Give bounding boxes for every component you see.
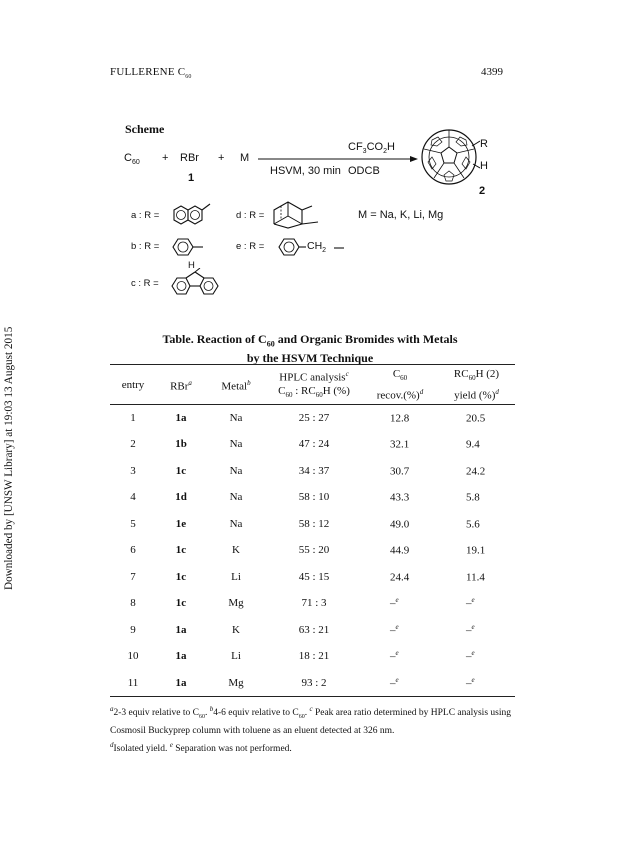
cell-entry: 2	[130, 438, 136, 451]
cell-rbr: 1c	[175, 464, 187, 477]
benzyl-bond-line	[334, 246, 344, 250]
cell-c60-recovery: –$^e$	[390, 622, 399, 637]
table-row	[110, 431, 515, 458]
cell-product-yield: 11.4	[466, 571, 485, 584]
plus-sign: +	[162, 152, 169, 164]
cell-c60-recovery: –$^e$	[390, 596, 399, 611]
cell-entry: 1	[130, 412, 136, 424]
cell-hplc-ratio: 93 : 2	[301, 676, 327, 689]
substituent-b-label: b : R =	[131, 241, 160, 252]
cell-hplc-ratio: 25 : 27	[298, 412, 330, 424]
adamantyl-structure-icon	[268, 196, 330, 230]
cell-rbr: 1e	[175, 517, 187, 530]
conditions-odcb: ODCB	[348, 165, 380, 177]
benzyl-ch2-label: $CH_2$	[307, 240, 327, 255]
plus-sign: +	[218, 152, 225, 164]
phenyl-structure-icon	[170, 234, 210, 260]
cell-rbr: 1c	[175, 544, 187, 557]
product-r-label: R	[480, 138, 488, 150]
reactant-rbr: RBr	[180, 152, 199, 164]
cell-rbr: 1c	[175, 597, 187, 610]
fullerene-product-icon	[420, 128, 480, 186]
download-note: Downloaded by [UNSW Library] at 19:03 13 August 2015	[3, 326, 15, 590]
cell-entry: 11	[127, 676, 139, 689]
substituent-d-label: d : R =	[236, 210, 265, 221]
cell-hplc-ratio: 47 : 24	[298, 438, 330, 451]
cell-c60-recovery: –$^e$	[390, 675, 399, 690]
table-row	[110, 458, 515, 485]
reactant-c60: $C_{60}$	[124, 152, 140, 167]
header-hplc: HPLC analysis$^c$ $C_{60}$ : $RC_{60}H$ (%)	[266, 365, 362, 405]
table-footnotes	[110, 702, 520, 756]
cell-hplc-ratio: 18 : 21	[298, 650, 330, 663]
table-row	[110, 564, 515, 591]
reaction-arrow	[258, 155, 418, 163]
cell-hplc-ratio: 71 : 3	[301, 597, 327, 610]
cell-entry: 6	[130, 544, 136, 557]
header-product-yield: $RC_{60}H$ (2) yield (%)$^d$	[438, 365, 515, 405]
footnote-b: $^b$4-6 equiv relative to $C_{60}$.	[209, 705, 308, 721]
cell-entry: 3	[130, 464, 136, 477]
cell-metal: Na	[229, 491, 243, 504]
cell-entry: 5	[130, 517, 136, 530]
benzyl-structure-icon	[276, 234, 306, 260]
cell-metal: Na	[229, 517, 243, 530]
product-h-label: H	[480, 160, 488, 172]
cell-product-yield: 5.8	[466, 492, 480, 505]
metals-list: M = Na, K, Li, Mg	[358, 209, 444, 221]
cell-metal: Na	[229, 412, 243, 424]
cell-rbr: 1b	[175, 438, 187, 451]
cell-rbr: 1a	[175, 676, 187, 689]
table-caption-line1: Table. Reaction of $C_{60}$ and Organic Bromides with Metals	[162, 332, 458, 349]
cell-metal: Na	[229, 438, 243, 451]
cell-product-yield: 20.5	[466, 412, 486, 425]
cell-product-yield: –$^e$	[466, 596, 475, 611]
cell-hplc-ratio: 45 : 15	[298, 570, 330, 583]
cell-c60-recovery: 32.1	[390, 439, 410, 452]
table-row	[110, 590, 515, 617]
table-row	[110, 484, 515, 511]
table-row	[110, 511, 515, 538]
table-row	[110, 670, 515, 697]
cell-metal: K	[232, 544, 240, 557]
cell-rbr: 1a	[175, 412, 187, 424]
cell-metal: K	[232, 623, 240, 636]
cell-metal: Li	[231, 570, 241, 583]
cell-entry: 8	[130, 597, 136, 610]
footnote-a: $^a$2-3 equiv relative to $C_{60}$.	[110, 705, 208, 721]
header-metal: Metal$^b$	[206, 365, 266, 405]
cell-c60-recovery: –$^e$	[390, 649, 399, 664]
substituent-c-label: c : R =	[131, 278, 159, 289]
cell-metal: Mg	[228, 597, 244, 610]
cell-hplc-ratio: 63 : 21	[298, 623, 330, 636]
cell-metal: Li	[231, 650, 241, 663]
table-caption	[110, 332, 510, 365]
substituent-a-label: a : R =	[131, 210, 160, 221]
cell-c60-recovery: 49.0	[390, 518, 410, 531]
cell-entry: 10	[127, 650, 139, 663]
running-head-title: FULLERENE C	[110, 66, 186, 78]
cell-c60-recovery: 30.7	[390, 465, 410, 478]
cell-entry: 7	[130, 570, 136, 583]
scheme-title: Scheme	[125, 122, 165, 136]
cell-hplc-ratio: 34 : 37	[298, 464, 330, 477]
cell-product-yield: 9.4	[466, 439, 480, 452]
cell-rbr: 1a	[175, 650, 187, 663]
footnote-d: $^d$Isolated yield.	[110, 741, 168, 755]
page-number: 4399	[481, 66, 503, 78]
cell-c60-recovery: 12.8	[390, 412, 410, 425]
table-row	[110, 643, 515, 670]
cell-c60-recovery: 24.4	[390, 571, 410, 584]
compound-2-label: 2	[479, 185, 486, 197]
header-c60-recovery: $C_{60}$ recov.(%)$^d$	[362, 365, 438, 405]
cell-rbr: 1d	[175, 491, 187, 504]
cell-product-yield: 5.6	[466, 518, 480, 531]
running-head	[110, 66, 192, 80]
cell-hplc-ratio: 58 : 10	[298, 491, 330, 504]
cell-product-yield: –$^e$	[466, 649, 475, 664]
table-row	[110, 405, 515, 432]
reactant-metal: M	[240, 152, 250, 164]
cell-entry: 4	[130, 491, 136, 504]
reagent-tfa: $CF_3CO_2H$	[348, 141, 395, 156]
compound-1-label: 1	[188, 172, 195, 184]
cell-product-yield: 24.2	[466, 465, 486, 478]
cell-metal: Mg	[228, 676, 244, 689]
table-caption-line2: by the HSVM Technique	[246, 351, 374, 366]
table-row	[110, 537, 515, 564]
table-row	[110, 617, 515, 644]
fluorenyl-structure-icon	[170, 268, 222, 304]
conditions-hsvm: HSVM, 30 min	[270, 165, 341, 177]
header-entry: entry	[110, 365, 156, 405]
footnote-c: $^c$ Peak area ratio determined by HPLC analysis using Cosmosil Buckyprep column with toluene as an eluent detected at 326 nm.	[110, 705, 511, 737]
results-table	[110, 364, 515, 697]
cell-hplc-ratio: 55 : 20	[298, 544, 330, 557]
table-header-row	[110, 365, 515, 405]
cell-c60-recovery: 43.3	[390, 492, 410, 505]
footnote-e: $^e$ Separation was not performed.	[169, 741, 292, 755]
cell-product-yield: 19.1	[466, 545, 486, 558]
cell-metal: Na	[229, 464, 243, 477]
header-rbr: RBr$^a$	[156, 365, 206, 405]
cell-hplc-ratio: 58 : 12	[298, 517, 330, 530]
cell-product-yield: –$^e$	[466, 622, 475, 637]
fluorenyl-h-label: H	[188, 260, 195, 271]
running-head-subscript: 60	[185, 74, 192, 81]
substituent-e-label: e : R =	[236, 241, 265, 252]
cell-product-yield: –$^e$	[466, 675, 475, 690]
cell-entry: 9	[130, 623, 136, 636]
cell-rbr: 1a	[175, 623, 187, 636]
cell-c60-recovery: 44.9	[390, 545, 410, 558]
cell-rbr: 1c	[175, 570, 187, 583]
naphthyl-structure-icon	[170, 201, 218, 229]
